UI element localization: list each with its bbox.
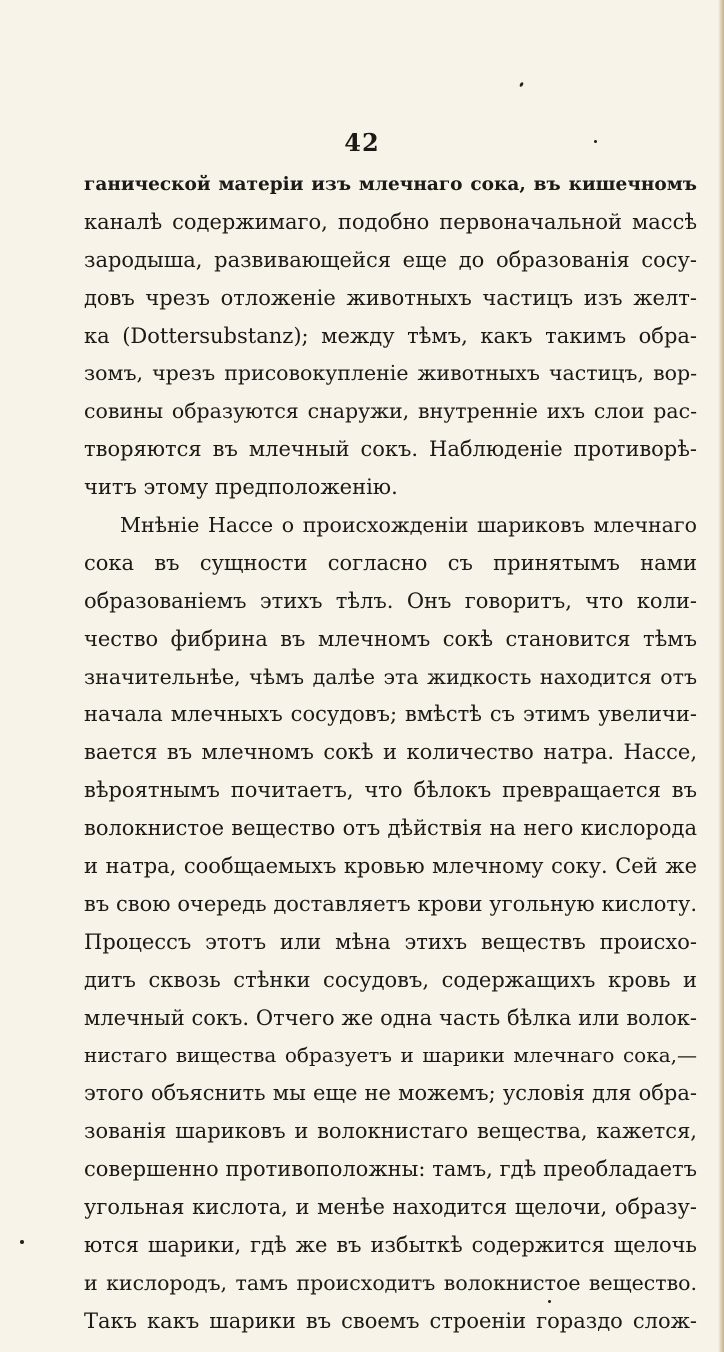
text-line: вается въ млечномъ сокѣ и количество натра. Нассе, [84,740,697,765]
text-line: ганической матеріи изъ млечнаго сока, въ кишечномъ [84,174,697,195]
page-number: 42 [344,128,380,157]
text-line: дитъ сквозь стѣнки сосудовъ, содержащихъ кровь и [84,967,697,992]
ink-speck [519,82,524,88]
text-line: въ свою очередь доставляетъ крови угольную кислоту. [84,891,697,916]
text-line: образованіемъ этихъ тѣлъ. Онъ говоритъ, что коли- [84,588,697,613]
body-text [84,166,697,1341]
text-line: чество фибрина въ млечномъ сокѣ становится тѣмъ [84,626,697,651]
text-line: совершенно противоположны: тамъ, гдѣ преобладаетъ [84,1157,697,1182]
text-line: млечный сокъ. Отчего же одна часть бѣлка или волок- [84,1005,697,1030]
text-line: угольная кислота, и менѣе находится щелочи, образу- [84,1195,697,1220]
text-line: вѣроятнымъ почитаетъ, что бѣлокъ превращается въ [84,778,697,803]
text-line: Мнѣніе Нассе о происхожденіи шариковъ млечнаго [120,513,697,538]
text-line: и кислородъ, тамъ происходитъ волокнистое вещество. [84,1270,697,1295]
text-line: каналѣ содержимаго, подобно первоначальной массѣ [84,209,697,234]
text-line: этого объяснить мы еще не можемъ; условія для обра- [84,1081,697,1106]
text-line: Процессъ этотъ или мѣна этихъ веществъ происхо- [84,929,697,954]
text-line: читъ этому предположенію. [84,475,398,500]
ink-speck [20,1240,24,1244]
text-line: довъ чрезъ отложеніе животныхъ частицъ изъ желт- [84,285,697,310]
text-line: зародыша, развивающейся еще до образованія сосу- [84,247,697,272]
text-line: ются шарики, гдѣ же въ избыткѣ содержится щелочь [84,1232,697,1257]
text-line: Такъ какъ шарики въ своемъ строеніи гораздо слож- [84,1308,697,1333]
text-line: нистаго вищества образуетъ и шарики млечнаго сока,— [84,1043,697,1068]
text-line: сока въ сущности согласно съ принятымъ нами [84,550,697,575]
text-line: творяются въ млечный сокъ. Наблюденіе противорѣ- [84,437,697,462]
ink-speck [594,140,597,143]
text-line: волокнистое вещество отъ дѣйствія на него кислорода [84,816,697,841]
text-line: значительнѣе, чѣмъ далѣе эта жидкость находится отъ [84,664,697,689]
text-line: совины образуются снаружи, внутренніе ихъ слои рас- [84,399,697,424]
text-line: начала млечныхъ сосудовъ; вмѣстѣ съ этимъ увеличи- [84,702,697,727]
text-line: ка (Dottersubstanz); между тѣмъ, какъ такимъ обра- [84,323,697,348]
text-line: зованія шариковъ и волокнистаго вещества, кажется, [84,1119,697,1144]
text-line: зомъ, чрезъ присовокупленіе животныхъ частицъ, вор- [84,361,697,386]
ink-speck [548,1300,551,1303]
text-line: и натра, сообщаемыхъ кровью млечному соку. Сей же [84,854,697,879]
page-edge-shadow [718,0,724,1352]
